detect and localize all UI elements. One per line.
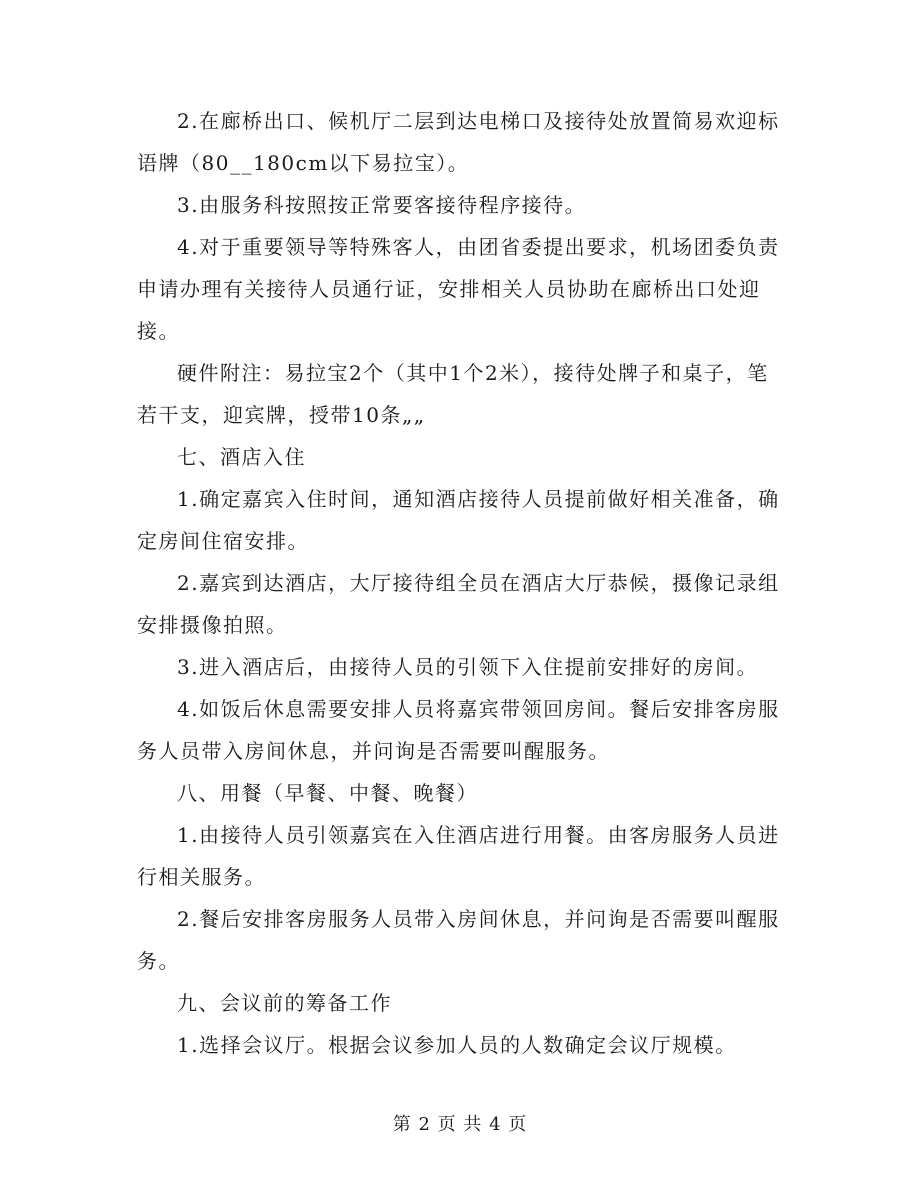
document-body	[137, 100, 787, 1066]
section-heading: 七、酒店入住	[177, 445, 306, 469]
paragraph: 2.餐后安排客房服务人员带入房间休息，并问询是否需要叫醒服务。	[137, 907, 780, 973]
paragraph: 硬件附注：易拉宝2个（其中1个2米），接待处牌子和桌子，笔若干支，迎宾牌，授带10条„„	[137, 361, 769, 427]
paragraph: 1.确定嘉宾入住时间，通知酒店接待人员提前做好相关准备，确定房间住宿安排。	[137, 487, 780, 553]
section-heading: 八、用餐（早餐、中餐、晚餐）	[177, 781, 478, 805]
paragraph: 4.如饭后休息需要安排人员将嘉宾带领回房间。餐后安排客房服务人员带入房间休息，并问询是否需要叫醒服务。	[137, 697, 780, 763]
paragraph: 2.在廊桥出口、候机厅二层到达电梯口及接待处放置简易欢迎标语牌（80__180cm以下易拉宝）。	[137, 109, 780, 175]
paragraph: 3.进入酒店后，由接待人员的引领下入住提前安排好的房间。	[177, 655, 759, 679]
paragraph: 1.选择会议厅。根据会议参加人员的人数确定会议厅规模。	[177, 1033, 737, 1057]
section-heading: 九、会议前的筹备工作	[177, 991, 392, 1015]
paragraph: 2.嘉宾到达酒店，大厅接待组全员在酒店大厅恭候，摄像记录组安排摄像拍照。	[137, 571, 780, 637]
paragraph: 3.由服务科按照按正常要客接待程序接待。	[177, 193, 587, 217]
page-number-footer: 第 2 页 共 4 页	[392, 1114, 528, 1135]
paragraph: 4.对于重要领导等特殊客人，由团省委提出要求，机场团委负责申请办理有关接待人员通行证，安排相关人员协助在廊桥出口处迎接。	[137, 235, 780, 343]
paragraph: 1.由接待人员引领嘉宾在入住酒店进行用餐。由客房服务人员进行相关服务。	[137, 823, 780, 889]
